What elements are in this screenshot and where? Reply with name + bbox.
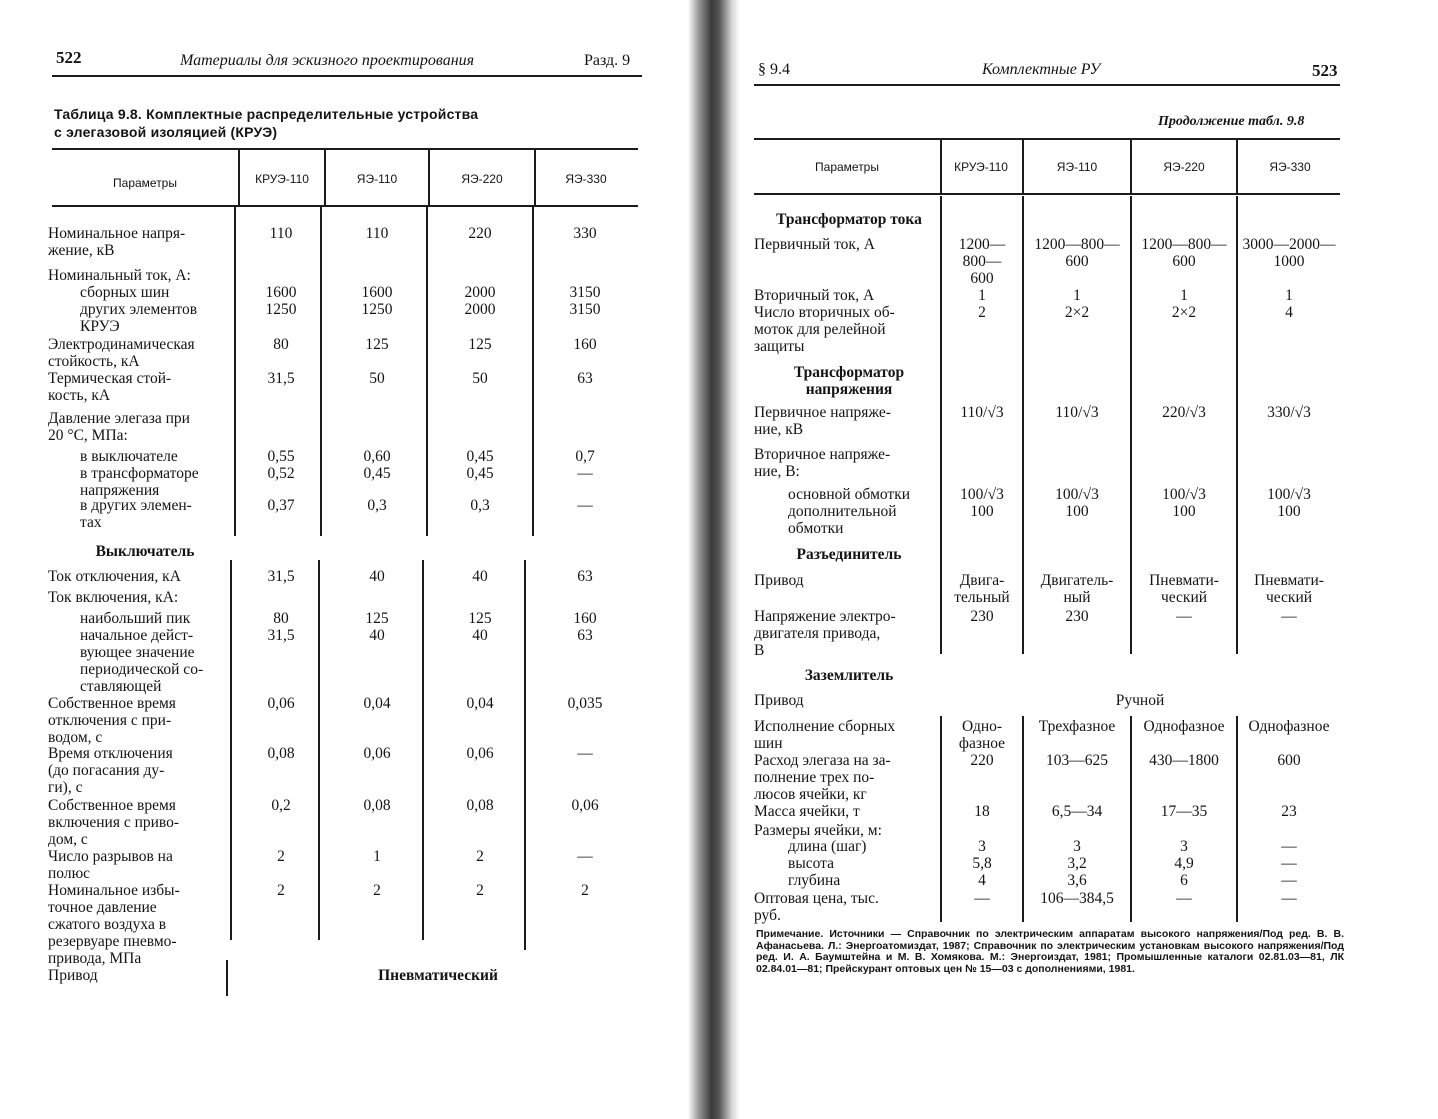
row-label: сжатого воздуха в <box>48 916 167 933</box>
table-cell: 5,8 <box>972 855 992 872</box>
row-label: в трансформаторе <box>80 465 199 482</box>
table-cell: 0,3 <box>470 497 490 514</box>
row-label: дополнительной <box>788 503 897 520</box>
row-label: основной обмотки <box>788 486 911 503</box>
table-cell: 31,5 <box>267 627 295 644</box>
row-label: Размеры ячейки, м: <box>754 822 882 839</box>
table-cell: фазное <box>958 735 1006 752</box>
row-label: Привод <box>754 692 804 709</box>
row-label: ги), с <box>48 779 83 796</box>
table-cell: 63 <box>577 627 593 644</box>
col-divider <box>1236 140 1238 194</box>
table-cell: 0,04 <box>466 695 494 712</box>
table-cell: 3,6 <box>1067 872 1087 889</box>
table-cell: Трехфазное <box>1038 718 1116 735</box>
row-label: водом, с <box>48 729 103 746</box>
row-label: Привод <box>754 572 804 589</box>
table-cell: Одно- <box>961 718 1003 735</box>
table-cell: 2 <box>277 882 285 899</box>
table-cell: 100 <box>1065 503 1089 520</box>
table-cell: 600 <box>970 270 994 287</box>
table-cell: 0,08 <box>466 797 494 814</box>
table-cell: 18 <box>974 803 990 820</box>
table-cell: 23 <box>1281 803 1297 820</box>
table-cell: 2 <box>476 882 484 899</box>
table-cell: 110/√3 <box>960 404 1004 421</box>
row-label: двигателя привода, <box>754 625 881 642</box>
table-cell: 100 <box>1277 503 1301 520</box>
col-header-params: Параметры <box>815 160 879 174</box>
table-cell: 50 <box>369 370 385 387</box>
table-cell: 4 <box>1285 304 1293 321</box>
table-cell: 0,45 <box>466 465 494 482</box>
table-cell: 1 <box>373 848 381 865</box>
table-cell: 2×2 <box>1171 304 1197 321</box>
table-cell: 2 <box>476 848 484 865</box>
table-cell: 110 <box>365 225 389 242</box>
table-cell: ческий <box>1265 589 1313 606</box>
table-cell: — <box>1281 838 1297 855</box>
table-cell: 110 <box>269 225 293 242</box>
left-page <box>0 0 690 1119</box>
row-label: Номинальное избы- <box>48 882 180 899</box>
row-label: тах <box>80 514 102 531</box>
table-cell: 1 <box>1285 287 1293 304</box>
row-label: полюс <box>48 865 91 882</box>
table-cell: 2 <box>581 882 589 899</box>
table-cell: 2000 <box>464 284 496 301</box>
row-label: Давление элегаза при <box>48 410 190 427</box>
table-cell: Однофазное <box>1143 718 1225 735</box>
table-cell: 31,5 <box>267 568 295 585</box>
table-cell: 0,2 <box>271 797 291 814</box>
table-cell: — <box>577 465 593 482</box>
row-label: (до погасания ду- <box>48 762 165 779</box>
table-cell: 125 <box>468 610 492 627</box>
row-label: в выключателе <box>80 448 178 465</box>
table-cell: 430—1800 <box>1149 752 1219 769</box>
value-span: Пневматический <box>378 967 498 984</box>
table-cell: 1600 <box>265 284 297 301</box>
table-cell: 0,37 <box>267 497 295 514</box>
table-cell: 1600 <box>361 284 393 301</box>
row-label: защиты <box>754 338 805 355</box>
row-label: наибольший пик <box>80 610 191 627</box>
table-cell: 125 <box>468 336 492 353</box>
table-cell: 80 <box>273 336 289 353</box>
section-heading: Выключатель <box>95 543 195 560</box>
table-cell: 160 <box>573 336 597 353</box>
table-cell: 40 <box>472 627 488 644</box>
table-cell: 100 <box>970 503 994 520</box>
table-cell: 600 <box>1277 752 1301 769</box>
row-label: Вторичный ток, А <box>754 287 875 304</box>
col-divider <box>534 150 536 206</box>
table-cell: 50 <box>472 370 488 387</box>
table-cell: — <box>577 497 593 514</box>
row-label: ние, В: <box>754 463 800 480</box>
table-cell: — <box>1281 855 1297 872</box>
col-divider <box>1022 140 1024 194</box>
row-label: Термическая стой- <box>48 370 172 387</box>
row-label: шин <box>754 735 783 752</box>
right-page <box>700 0 1438 1119</box>
col-divider <box>940 140 942 194</box>
table-cell: 2 <box>277 848 285 865</box>
table-cell: 220/√3 <box>1162 404 1206 421</box>
row-label: Число вторичных об- <box>754 304 895 321</box>
table-cell: 230 <box>970 608 994 625</box>
row-label: Привод <box>48 967 98 984</box>
row-label: дом, с <box>48 831 88 848</box>
table-cell: 0,06 <box>363 745 391 762</box>
col-divider <box>324 150 326 206</box>
running-title-left: Материалы для эскизного проектирования <box>180 52 475 69</box>
table-caption-line2: с элегазовой изоляцией (КРУЭ) <box>54 124 278 140</box>
row-label: привода, МПа <box>48 950 142 967</box>
col-header-ya330: ЯЭ-330 <box>565 172 607 186</box>
row-label: вующее значение <box>80 644 195 661</box>
table-cell: тельный <box>954 589 1010 606</box>
row-label: других элементов <box>80 301 198 318</box>
table-cell: 80 <box>273 610 289 627</box>
row-label: Ток включения, кА: <box>48 589 179 606</box>
row-label: Первичное напряже- <box>754 404 891 421</box>
col-divider <box>238 150 240 206</box>
col-divider <box>1130 140 1132 194</box>
table-cell: 0,035 <box>567 695 603 712</box>
header-rule-right <box>754 84 1340 86</box>
table-cell: 0,06 <box>267 695 295 712</box>
table-cell: 63 <box>577 568 593 585</box>
table-cell: ческий <box>1160 589 1208 606</box>
table-cell: 0,45 <box>466 448 494 465</box>
table-cell: 0,04 <box>363 695 391 712</box>
table-cell: Пневмати- <box>1254 572 1324 589</box>
table-cell: 3000—2000— <box>1242 236 1336 253</box>
table-cell: 103—625 <box>1046 752 1108 769</box>
col-header-ya110: ЯЭ-110 <box>1056 160 1098 174</box>
section-heading: Разъединитель <box>796 546 902 563</box>
table-cell: 2 <box>978 304 986 321</box>
row-label: Масса ячейки, т <box>754 803 860 820</box>
row-label: Напряжение электро- <box>754 608 896 625</box>
col-header-ya220: ЯЭ-220 <box>461 172 503 186</box>
row-label: Номинальный ток, А: <box>48 267 191 284</box>
row-label: руб. <box>754 907 781 924</box>
table-cell: 0,45 <box>363 465 391 482</box>
continuation-label: Продолжение табл. 9.8 <box>1158 114 1305 129</box>
col-header-ya220: ЯЭ-220 <box>1163 160 1205 174</box>
table-cell: 4,9 <box>1174 855 1194 872</box>
table-cell: 220 <box>468 225 492 242</box>
row-label: Первичный ток, А <box>754 236 875 253</box>
row-label: Число разрывов на <box>48 848 173 865</box>
table-cell: 600 <box>1065 253 1089 270</box>
section-heading: Трансформатор тока <box>776 211 922 228</box>
row-label: Время отключения <box>48 745 173 762</box>
section-heading: напряжения <box>805 381 893 398</box>
col-divider <box>230 560 232 940</box>
table-cell: 2 <box>373 882 381 899</box>
col-header-krue110: КРУЭ-110 <box>255 172 309 186</box>
table-cell: 3150 <box>569 301 601 318</box>
row-label: Оптовая цена, тыс. <box>754 890 879 907</box>
col-divider <box>428 150 430 206</box>
table-cell: Двига- <box>959 572 1005 589</box>
row-label: В <box>754 642 765 659</box>
row-label: резервуаре пневмо- <box>48 933 177 950</box>
table-cell: 0,06 <box>571 797 599 814</box>
row-label: Собственное время <box>48 797 176 814</box>
table-cell: — <box>1176 608 1192 625</box>
table-cell: 0,52 <box>267 465 295 482</box>
table-cell: ный <box>1063 589 1091 606</box>
table-cell: 0,06 <box>466 745 494 762</box>
row-label: полнение трех по- <box>754 769 875 786</box>
table-cell: 160 <box>573 610 597 627</box>
table-cell: 600 <box>1172 253 1196 270</box>
table-cell: 125 <box>365 336 389 353</box>
table-cell: 125 <box>365 610 389 627</box>
table-cell: 220 <box>970 752 994 769</box>
table-cell: 1250 <box>361 301 393 318</box>
table-caption-line1: Таблица 9.8. Комплектные распределительные устройства <box>54 106 479 122</box>
table-cell: 100/√3 <box>1055 486 1099 503</box>
table-cell: 40 <box>472 568 488 585</box>
section-heading: Трансформатор <box>793 364 905 381</box>
table-cell: 31,5 <box>267 370 295 387</box>
row-label: напряжения <box>80 482 160 499</box>
col-header-ya330: ЯЭ-330 <box>1269 160 1311 174</box>
table-cell: 3,2 <box>1067 855 1087 872</box>
row-label: кость, кА <box>48 387 111 404</box>
row-label: Расход элегаза на за- <box>754 752 891 769</box>
table-cell: 0,08 <box>267 745 295 762</box>
table-cell: 3 <box>1073 838 1081 855</box>
table-cell: — <box>1281 872 1297 889</box>
row-label: Вторичное напряже- <box>754 446 891 463</box>
row-label: высота <box>788 855 835 872</box>
row-label: люсов ячейки, кг <box>754 786 867 803</box>
table-cell: 3 <box>1180 838 1188 855</box>
table-cell: 106—384,5 <box>1040 890 1114 907</box>
table-cell: 40 <box>369 627 385 644</box>
table-cell: 1 <box>978 287 986 304</box>
table-cell: — <box>1281 890 1297 907</box>
table-cell: 1 <box>1180 287 1188 304</box>
table-cell: 330/√3 <box>1267 404 1311 421</box>
table-cell: 3150 <box>569 284 601 301</box>
col-divider <box>234 206 236 536</box>
table-top-rule-left <box>52 148 638 150</box>
table-cell: 100/√3 <box>1162 486 1206 503</box>
table-cell: 1200— <box>958 236 1006 253</box>
row-label: моток для релейной <box>754 321 886 338</box>
table-cell: 1250 <box>265 301 297 318</box>
section-heading: Заземлитель <box>804 667 894 684</box>
table-cell: 0,60 <box>363 448 391 465</box>
table-top-rule-right <box>754 138 1340 140</box>
row-label: глубина <box>788 872 841 889</box>
row-label: в других элемен- <box>80 497 192 514</box>
row-label: жение, кВ <box>48 242 115 259</box>
table-cell: 4 <box>978 872 986 889</box>
table-cell: 800— <box>962 253 1002 270</box>
col-header-krue110: КРУЭ-110 <box>954 160 1008 174</box>
table-cell: 6 <box>1180 872 1188 889</box>
row-label: Электродинамическая <box>48 336 195 353</box>
table-header-rule-right <box>754 193 1340 195</box>
table-cell: 0,55 <box>267 448 295 465</box>
table-cell: 1200—800— <box>1034 236 1120 253</box>
table-cell: 230 <box>1065 608 1089 625</box>
value-span: Ручной <box>1115 692 1165 709</box>
table-cell: 0,08 <box>363 797 391 814</box>
table-cell: 17—35 <box>1160 803 1208 820</box>
row-label: ставляющей <box>80 678 162 695</box>
row-label: отключения с при- <box>48 712 172 729</box>
table-cell: Однофазное <box>1248 718 1330 735</box>
col-header-ya110: ЯЭ-110 <box>356 172 398 186</box>
page-number-left: 522 <box>56 48 82 67</box>
table-cell: 6,5—34 <box>1051 803 1103 820</box>
row-label: сборных шин <box>80 284 170 301</box>
row-label: периодической со- <box>80 661 204 678</box>
table-cell: 1000 <box>1273 253 1305 270</box>
table-cell: Двигатель- <box>1040 572 1114 589</box>
table-cell: 3 <box>978 838 986 855</box>
table-cell: 100/√3 <box>960 486 1004 503</box>
table-cell: 0,7 <box>575 448 595 465</box>
section-label-left: Разд. 9 <box>584 52 631 69</box>
table-cell: 0,3 <box>367 497 387 514</box>
table-cell: 330 <box>573 225 597 242</box>
row-label: 20 °С, МПа: <box>48 427 128 444</box>
row-label: Исполнение сборных <box>754 718 896 735</box>
running-title-right: Комплектные РУ <box>982 61 1101 78</box>
table-header-rule-left <box>52 205 638 207</box>
row-label: начальное дейст- <box>80 627 194 644</box>
table-cell: 1200—800— <box>1141 236 1227 253</box>
table-cell: Пневмати- <box>1149 572 1219 589</box>
table-cell: — <box>577 848 593 865</box>
header-rule-left <box>52 75 642 77</box>
row-label: ние, кВ <box>754 421 804 438</box>
table-cell: 63 <box>577 370 593 387</box>
row-label: Ток отключения, кА <box>48 568 181 585</box>
row-label: точное давление <box>48 899 157 916</box>
table-cell: 100/√3 <box>1267 486 1311 503</box>
table-cell: 40 <box>369 568 385 585</box>
row-label: обмотки <box>788 520 844 537</box>
row-label: КРУЭ <box>80 318 120 335</box>
row-label: стойкость, кА <box>48 353 140 370</box>
table-cell: — <box>974 890 990 907</box>
table-cell: 2×2 <box>1064 304 1090 321</box>
table-cell: 1 <box>1073 287 1081 304</box>
row-label: включения с приво- <box>48 814 180 831</box>
table-cell: 100 <box>1172 503 1196 520</box>
table-cell: 110/√3 <box>1055 404 1099 421</box>
table-cell: — <box>1176 890 1192 907</box>
col-divider <box>226 960 228 996</box>
row-label: Номинальное напря- <box>48 225 186 242</box>
page-number-right: 523 <box>1312 61 1338 80</box>
section-label-right: § 9.4 <box>758 61 790 78</box>
table-cell: — <box>1281 608 1297 625</box>
table-cell: 2000 <box>464 301 496 318</box>
table-note: Примечание. Источники — Справочник по электрическим аппаратам высокого напряжения/Под ред. В. В. Афанасьева. Л.: Энергоатомиздат, 1987; Справочник по электрическим установкам высокого напряжения/Под ред. И. А. Баумштейна и М. В. Хомякова. М.: Энергоиздат, 1981; Промышленные каталоги 02.81.03—81, ЛК 02.84.01—81; Прейскурант оптовых цен № 15—03 с дополнениями, 1981. <box>756 928 1344 975</box>
col-header-params: Параметры <box>113 176 177 190</box>
table-cell: — <box>577 745 593 762</box>
row-label: длина (шаг) <box>788 838 867 855</box>
row-label: Собственное время <box>48 695 176 712</box>
